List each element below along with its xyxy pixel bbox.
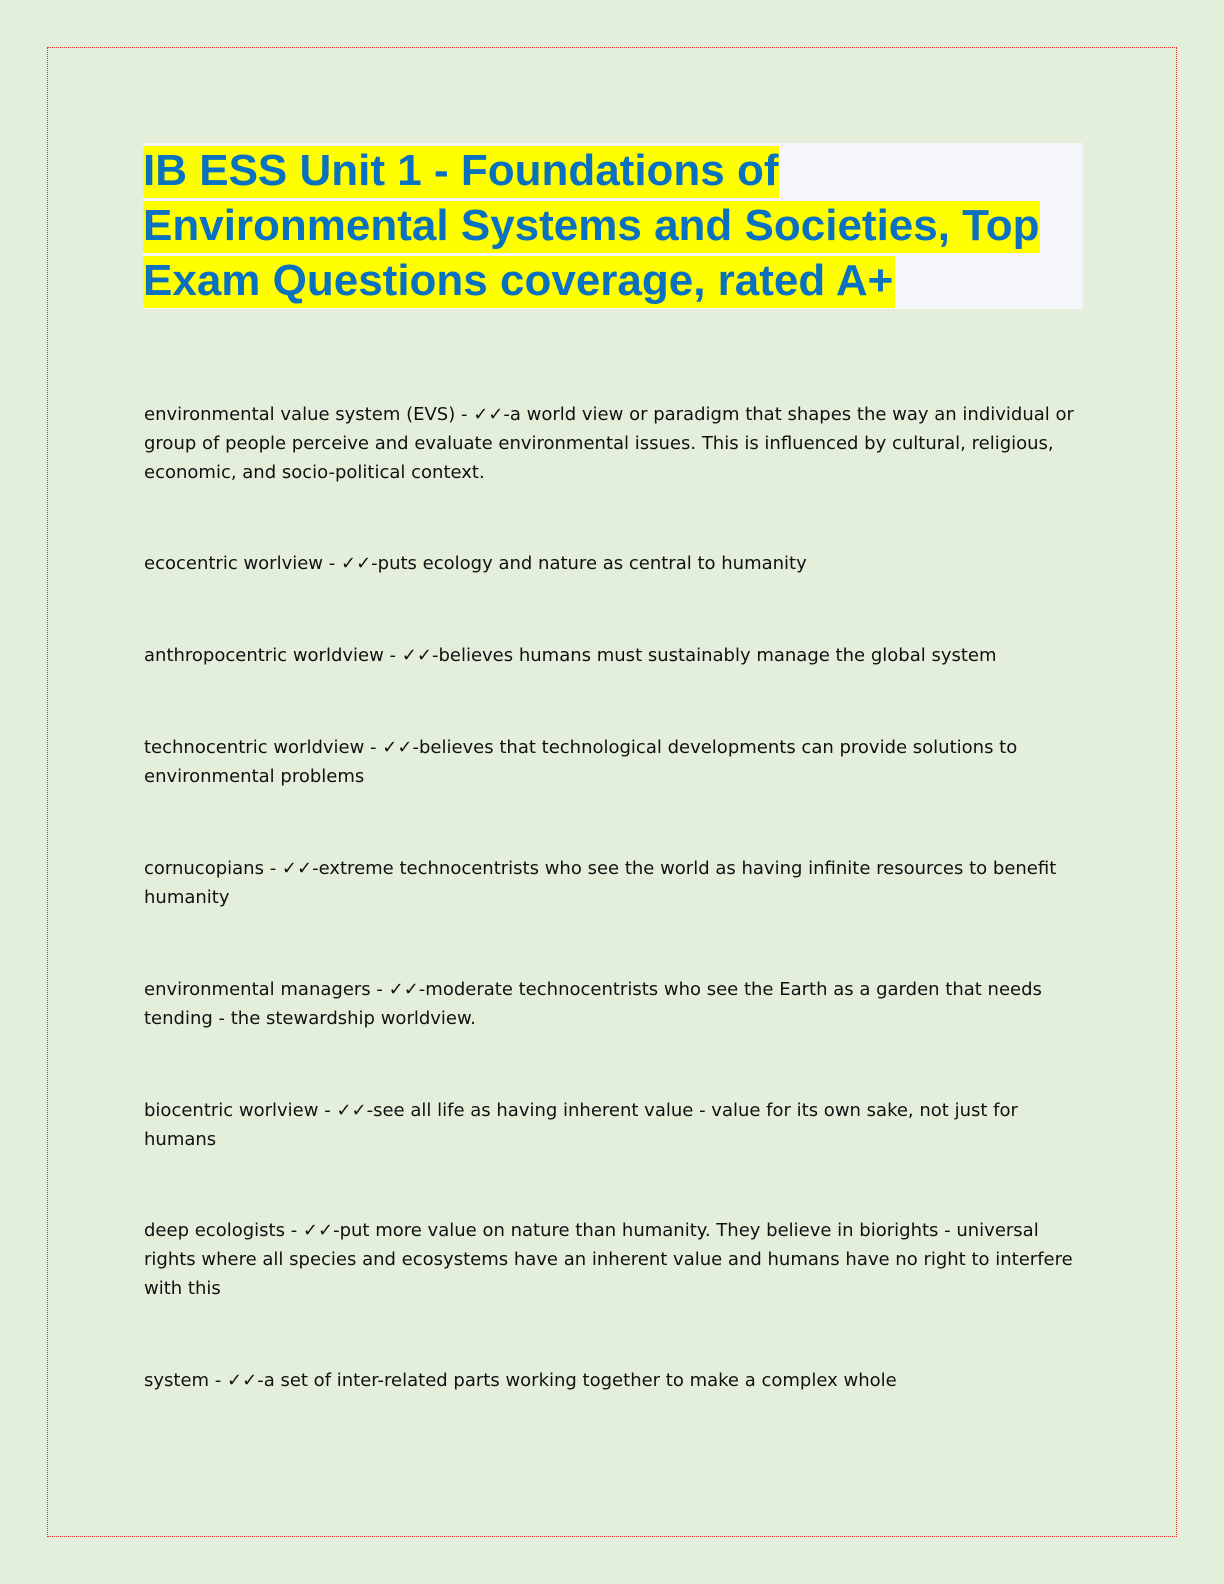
check-marks-icon: ✓✓ — [281, 858, 313, 879]
glossary-entry: system - ✓✓-a set of inter-related parts working together to make a complex whole — [144, 1370, 897, 1391]
entry-definition: put more value on nature than humanity. They believe in biorights - universal rights where all species and ecosystems have an inherent value and humans have no right to interfere with this — [144, 1220, 1073, 1299]
check-marks-icon: ✓✓ — [473, 404, 504, 425]
glossary-entry: biocentric worlview - ✓✓-see all life as having inherent value - value for its own sake, not just for humans — [144, 1100, 1018, 1150]
entry-definition: see all life as having inherent value - value for its own sake, not just for humans — [144, 1100, 1018, 1150]
check-marks-icon: ✓✓ — [336, 1100, 367, 1121]
entry-definition: moderate technocentrists who see the Earth as a garden that needs tending - the stewardship worldview. — [144, 979, 1042, 1029]
check-marks-icon: ✓✓ — [388, 979, 419, 1000]
entry-definition: believes that technological developments can provide solutions to environmental problems — [144, 737, 1018, 787]
entry-term: technocentric worldview — [144, 737, 365, 758]
entry-definition: a world view or paradigm that shapes the way an individual or group of people perceive and evaluate environmental issues. This is influenced by cultural, religious, economic, and socio-political context. — [144, 404, 1074, 483]
title-highlight: IB ESS Unit 1 - Foundations of Environmental Systems and Societies, Top Exam Questions coverage, rated A+ — [143, 146, 1040, 308]
entry-term: biocentric worlview — [144, 1100, 319, 1121]
entry-term: deep ecologists — [144, 1220, 285, 1241]
entry-definition: puts ecology and nature as central to humanity — [377, 553, 807, 574]
glossary-entry: environmental managers - ✓✓-moderate technocentrists who see the Earth as a garden that needs tending - the stewardship worldview. — [144, 979, 1042, 1029]
entry-term: environmental value system (EVS) — [144, 404, 456, 425]
check-marks-icon: ✓✓ — [382, 737, 413, 758]
entry-term: ecocentric worlview — [144, 553, 324, 574]
check-marks-icon: ✓✓ — [340, 553, 372, 574]
glossary-entry: ecocentric worlview - ✓✓-puts ecology and nature as central to humanity — [144, 553, 807, 574]
entry-term: cornucopians — [144, 858, 264, 879]
document-title — [143, 143, 1073, 308]
glossary-entry: deep ecologists - ✓✓-put more value on nature than humanity. They believe in biorights - universal rights where all species and ecosystems have an inherent value and humans have no right to interfere with this — [144, 1220, 1073, 1299]
check-marks-icon: ✓✓ — [401, 645, 432, 666]
entry-term: anthropocentric worldview — [144, 645, 384, 666]
entry-term: system — [144, 1370, 210, 1391]
entry-definition: a set of inter-related parts working together to make a complex whole — [263, 1370, 897, 1391]
entry-term: environmental managers — [144, 979, 371, 1000]
entry-definition: believes humans must sustainably manage the global system — [438, 645, 997, 666]
title-block — [143, 143, 1083, 309]
check-marks-icon: ✓✓ — [302, 1220, 334, 1241]
glossary-entry: environmental value system (EVS) - ✓✓-a world view or paradigm that shapes the way an individual or group of people perceive and evaluate environmental issues. This is influenced by cultural, religious, economic, and socio-political context. — [144, 404, 1074, 483]
check-marks-icon: ✓✓ — [227, 1370, 258, 1391]
glossary-entry: technocentric worldview - ✓✓-believes that technological developments can provide solutions to environmental problems — [144, 737, 1018, 787]
glossary-entry: cornucopians - ✓✓-extreme technocentrists who see the world as having infinite resources to benefit humanity — [144, 858, 1057, 908]
entry-definition: extreme technocentrists who see the world as having infinite resources to benefit humanity — [144, 858, 1057, 908]
glossary-entry: anthropocentric worldview - ✓✓-believes humans must sustainably manage the global system — [144, 645, 997, 666]
